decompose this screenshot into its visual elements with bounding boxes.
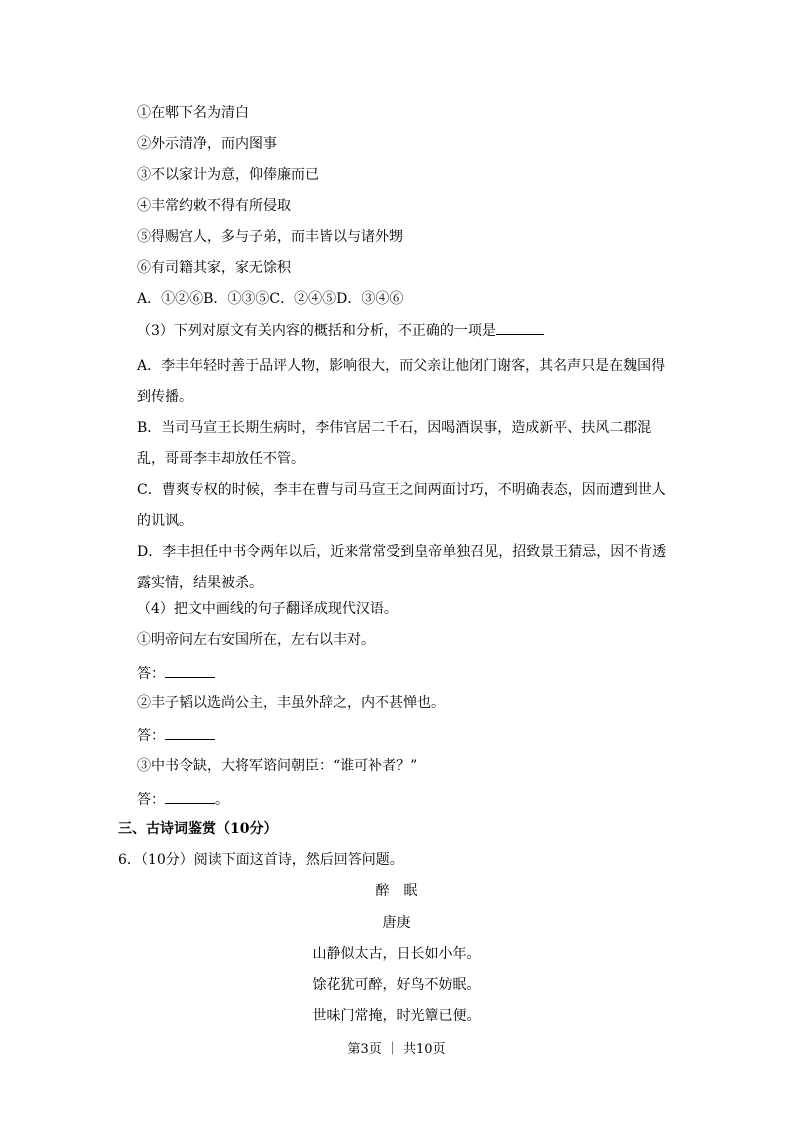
q4-answer-2 (137, 725, 215, 746)
option-3: ③不以家计为意，仰俸廉而已 (137, 167, 319, 183)
poem-author: 唐庚 (382, 915, 411, 931)
q3-stem-text: （3）下列对原文有关内容的概括和分析，不正确的一项是 (137, 323, 496, 339)
option-1: ①在郫下名为清白 (137, 105, 249, 121)
poem-title: 醉 眠 (375, 883, 418, 899)
answer-blank (165, 789, 215, 804)
answer-label: 答： (137, 666, 165, 682)
q3-option-b: B．当司马宣王长期生病时，李伟官居二千石，因喝酒误事，造成新平、扶风二郡混乱，哥哥李丰却放任不管。 (137, 420, 652, 467)
q4-answer-3 (137, 789, 229, 810)
q3-option-d: D．李丰担任中书令两年以后，近来常常受到皇帝单独召见，招致景王猜忌，因不肯透露实情，结果被杀。 (137, 544, 667, 591)
choices-line: A．①②⑥B．①③⑤C．②④⑤D．③④⑥ (137, 291, 404, 307)
q4-sentence-1: ①明帝问左右安国所在，左右以丰对。 (137, 632, 375, 648)
section-heading: 三、古诗词鉴赏（10分） (118, 821, 278, 837)
answer-blank (496, 320, 544, 335)
q3-option-c: C．曹爽专权的时候，李丰在曹与司马宣王之间两面讨巧，不明确表态，因而遭到世人的讥讽。 (137, 482, 666, 529)
option-4: ④丰常约敕不得有所侵取 (137, 198, 291, 214)
answer-blank (165, 663, 215, 678)
poem-line-3: 世味门常掩，时光簟已便。 (312, 1008, 481, 1024)
q4-answer-1 (137, 663, 215, 684)
period: 。 (215, 792, 229, 808)
option-2: ②外示清净，而内图事 (137, 136, 277, 152)
q4-sentence-3: ③中书令缺，大将军谘问朝臣：“谁可补者？” (137, 758, 418, 774)
option-5: ⑤得赐宫人，多与子弟，而丰皆以与诸外甥 (137, 229, 403, 245)
option-6: ⑥有司籍其家，家无馀积 (137, 260, 291, 276)
answer-blank (165, 725, 215, 740)
answer-label: 答： (137, 792, 165, 808)
answer-label: 答： (137, 728, 165, 744)
q4-sentence-2: ②丰子韬以选尚公主，丰虽外辞之，内不甚惮也。 (137, 695, 445, 711)
q3-option-a: A．李丰年轻时善于品评人物，影响很大，而父亲让他闭门谢客，其名声只是在魏国得到传播。 (137, 358, 666, 405)
poem-line-1: 山静似太古，日长如小年。 (312, 946, 481, 962)
question-6: 6．（10分）阅读下面这首诗，然后回答问题。 (118, 852, 404, 868)
q3-stem (137, 320, 544, 341)
poem-line-2: 馀花犹可醉，好鸟不妨眠。 (312, 977, 481, 993)
q4-stem: （4）把文中画线的句子翻译成现代汉语。 (137, 601, 398, 617)
page-footer: 第3页 ｜ 共10页 (347, 1042, 446, 1057)
